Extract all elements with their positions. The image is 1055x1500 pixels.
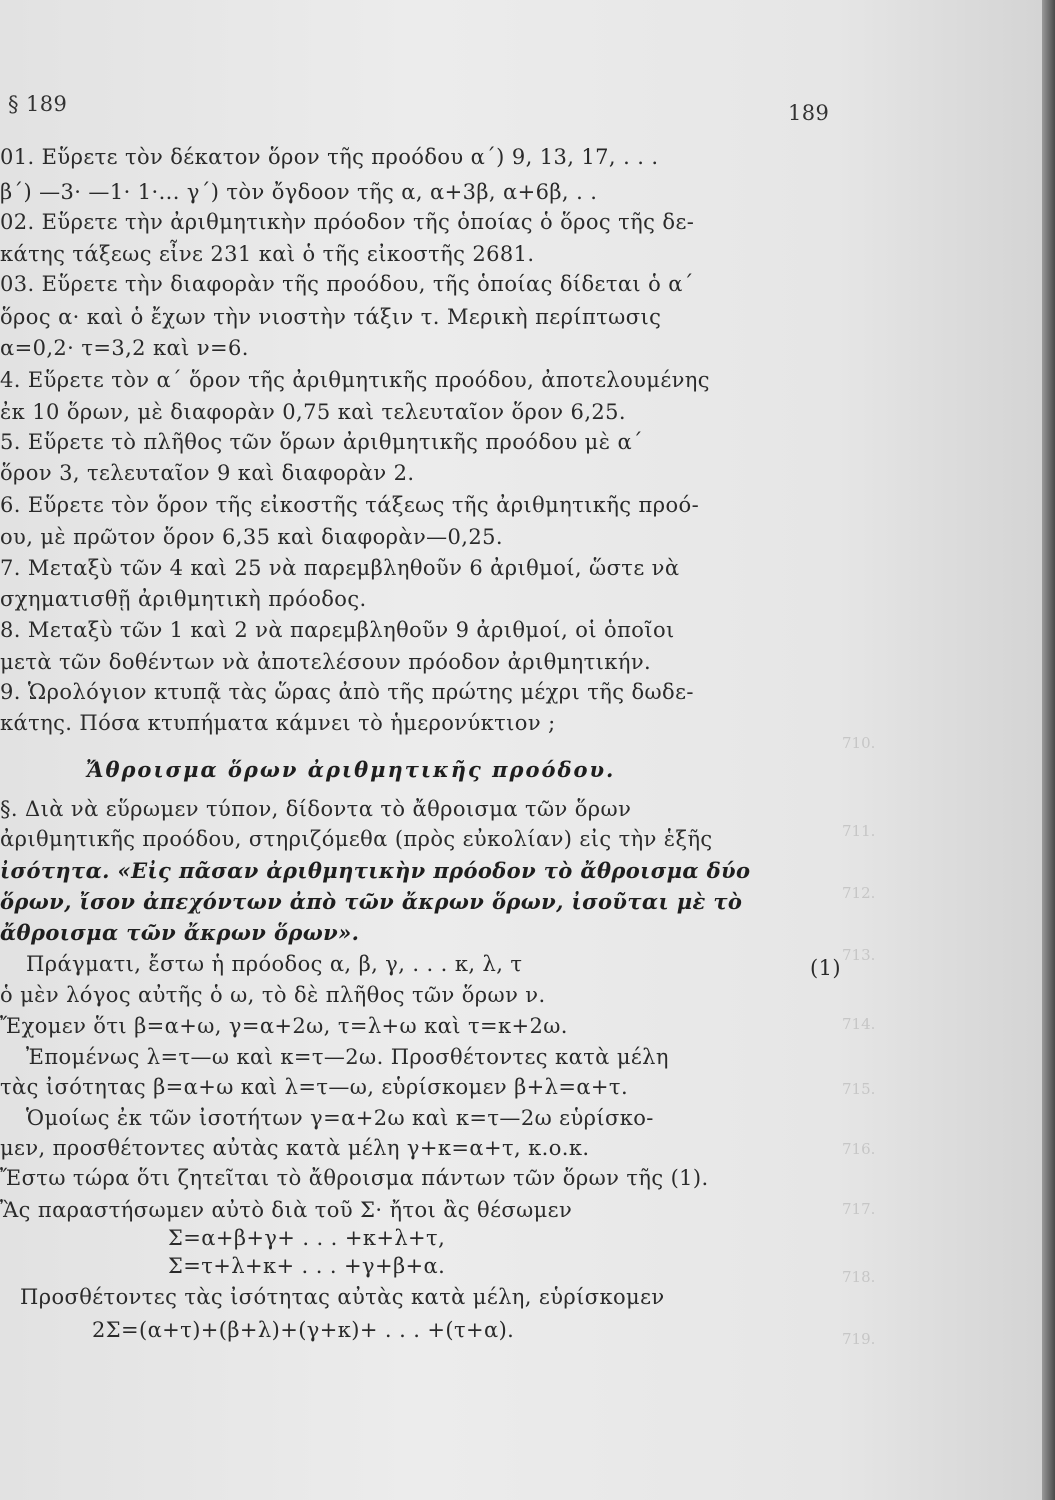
body-line: §. Διὰ νὰ εὕρωμεν τύπον, δίδοντα τὸ ἄθροισμα τῶν ὅρων [0, 797, 632, 821]
bleed-through-number: 710. [842, 734, 876, 752]
body-line: ἀριθμητικῆς προόδου, στηριζόμεθα (πρὸς εὐκολίαν) εἰς τὴν ἑξῆς [0, 827, 713, 851]
body-line: Πράγματι, ἔστω ἡ πρόοδος α, β, γ, . . . κ, λ, τ [26, 952, 523, 976]
exercise-line: α=0,2· τ=3,2 καὶ ν=6. [0, 336, 249, 360]
bleed-through-number: 719. [842, 1330, 876, 1348]
exercise-line: 8. Μεταξὺ τῶν 1 καὶ 2 νὰ παρεμβληθοῦν 9 ἀριθμοί, οἱ ὁποῖοι [0, 618, 675, 642]
body-line: μεν, προσθέτοντες αὐτὰς κατὰ μέλη γ+κ=α+τ, κ.ο.κ. [0, 1136, 590, 1160]
theorem-line: ἰσότητα. «Εἰς πᾶσαν ἀριθμητικὴν πρόοδον τὸ ἄθροισμα δύο [0, 858, 751, 883]
bleed-through-number: 716. [842, 1140, 876, 1158]
exercise-line: 7. Μεταξὺ τῶν 4 καὶ 25 νὰ παρεμβληθοῦν 6 ἀριθμοί, ὥστε νὰ [0, 556, 680, 580]
equation-line: Σ=α+β+γ+ . . . +κ+λ+τ, [168, 1226, 446, 1250]
exercise-line: ου, μὲ πρῶτον ὅρον 6,35 καὶ διαφορὰν—0,25. [0, 525, 503, 549]
exercise-line: 6. Εὕρετε τὸν ὅρον τῆς εἰκοστῆς τάξεως τῆς ἀριθμητικῆς προό- [0, 493, 700, 517]
exercise-line: ἐκ 10 ὅρων, μὲ διαφορὰν 0,75 καὶ τελευταῖον ὅρον 6,25. [0, 400, 626, 424]
equation-number: (1) [810, 956, 841, 980]
page-number: 189 [788, 101, 830, 125]
exercise-line: μετὰ τῶν δοθέντων νὰ ἀποτελέσουν πρόοδον ἀριθμητικήν. [0, 650, 652, 674]
body-line: τὰς ἰσότητας β=α+ω καὶ λ=τ—ω, εὑρίσκομεν β+λ=α+τ. [0, 1075, 629, 1099]
body-line: Ἐπομένως λ=τ—ω καὶ κ=τ—2ω. Προσθέτοντες κατὰ μέλη [26, 1045, 669, 1069]
exercise-line: 5. Εὕρετε τὸ πλῆθος τῶν ὅρων ἀριθμητικῆς προόδου μὲ α΄ [0, 430, 643, 454]
bleed-through-number: 718. [842, 1268, 876, 1286]
bleed-through-number: 714. [842, 1015, 876, 1033]
exercise-line: κάτης. Πόσα κτυπήματα κάμνει τὸ ἡμερονύκτιον ; [0, 711, 556, 735]
exercise-line: κάτης τάξεως εἶνε 231 καὶ ὁ τῆς εἰκοστῆς 2681. [0, 242, 535, 266]
equation-line: 2Σ=(α+τ)+(β+λ)+(γ+κ)+ . . . +(τ+α). [92, 1318, 515, 1342]
theorem-line: ὅρων, ἴσον ἀπεχόντων ἀπὸ τῶν ἄκρων ὅρων, ἰσοῦται μὲ τὸ [0, 889, 743, 914]
exercise-line: 4. Εὕρετε τὸν α΄ ὅρον τῆς ἀριθμητικῆς προόδου, ἀποτελουμένης [0, 368, 710, 392]
bleed-through-number: 711. [842, 822, 876, 840]
bleed-through-number: 712. [842, 884, 876, 902]
body-line: Ἔχομεν ὅτι β=α+ω, γ=α+2ω, τ=λ+ω καὶ τ=κ+2ω. [0, 1014, 568, 1038]
exercise-line: σχηματισθῇ ἀριθμητικὴ πρόοδος. [0, 587, 367, 611]
exercise-line: ὅρον 3, τελευταῖον 9 καὶ διαφορὰν 2. [0, 461, 415, 485]
bleed-through-number: 715. [842, 1080, 876, 1098]
body-line: Προσθέτοντες τὰς ἰσότητας αὐτὰς κατὰ μέλη, εὑρίσκομεν [20, 1285, 665, 1309]
exercise-line: 03. Εὕρετε τὴν διαφορὰν τῆς προόδου, τῆς ὁποίας δίδεται ὁ α΄ [0, 272, 694, 296]
body-line: Ἔστω τώρα ὅτι ζητεῖται τὸ ἄθροισμα πάντων τῶν ὅρων τῆς (1). [0, 1166, 709, 1190]
theorem-line: ἄθροισμα τῶν ἄκρων ὅρων». [0, 920, 360, 945]
body-line: Ἂς παραστήσωμεν αὐτὸ διὰ τοῦ Σ· ἤτοι ἂς θέσωμεν [0, 1198, 573, 1222]
body-line: Ὁμοίως ἐκ τῶν ἰσοτήτων γ=α+2ω καὶ κ=τ—2ω εὑρίσκο- [26, 1106, 654, 1130]
exercise-line: 9. Ὡρολόγιον κτυπᾷ τὰς ὥρας ἀπὸ τῆς πρώτης μέχρι τῆς δωδε- [0, 680, 694, 704]
bleed-through-number: 717. [842, 1200, 876, 1218]
exercise-line: 01. Εὕρετε τὸν δέκατον ὅρον τῆς προόδου α΄) 9, 13, 17, . . . [0, 145, 659, 169]
exercise-line: ὅρος α· καὶ ὁ ἔχων τὴν νιοστὴν τάξιν τ. Μερικὴ περίπτωσις [0, 305, 662, 329]
body-line: ὁ μὲν λόγος αὐτῆς ὁ ω, τὸ δὲ πλῆθος τῶν ὅρων ν. [0, 983, 546, 1007]
exercise-line: 02. Εὕρετε τὴν ἀριθμητικὴν πρόοδον τῆς ὁποίας ὁ ὅρος τῆς δε- [0, 210, 695, 234]
exercise-line: β΄) —3· —1· 1·... γ΄) τὸν ὄγδοον τῆς α, α+3β, α+6β, . . [0, 180, 598, 204]
equation-line: Σ=τ+λ+κ+ . . . +γ+β+α. [168, 1254, 446, 1278]
page-edge [1042, 0, 1055, 1500]
section-number: § 189 [8, 92, 68, 116]
section-heading: Ἄθροισμα ὅρων ἀριθμητικῆς προόδου. [86, 757, 616, 782]
bleed-through-number: 713. [842, 946, 876, 964]
